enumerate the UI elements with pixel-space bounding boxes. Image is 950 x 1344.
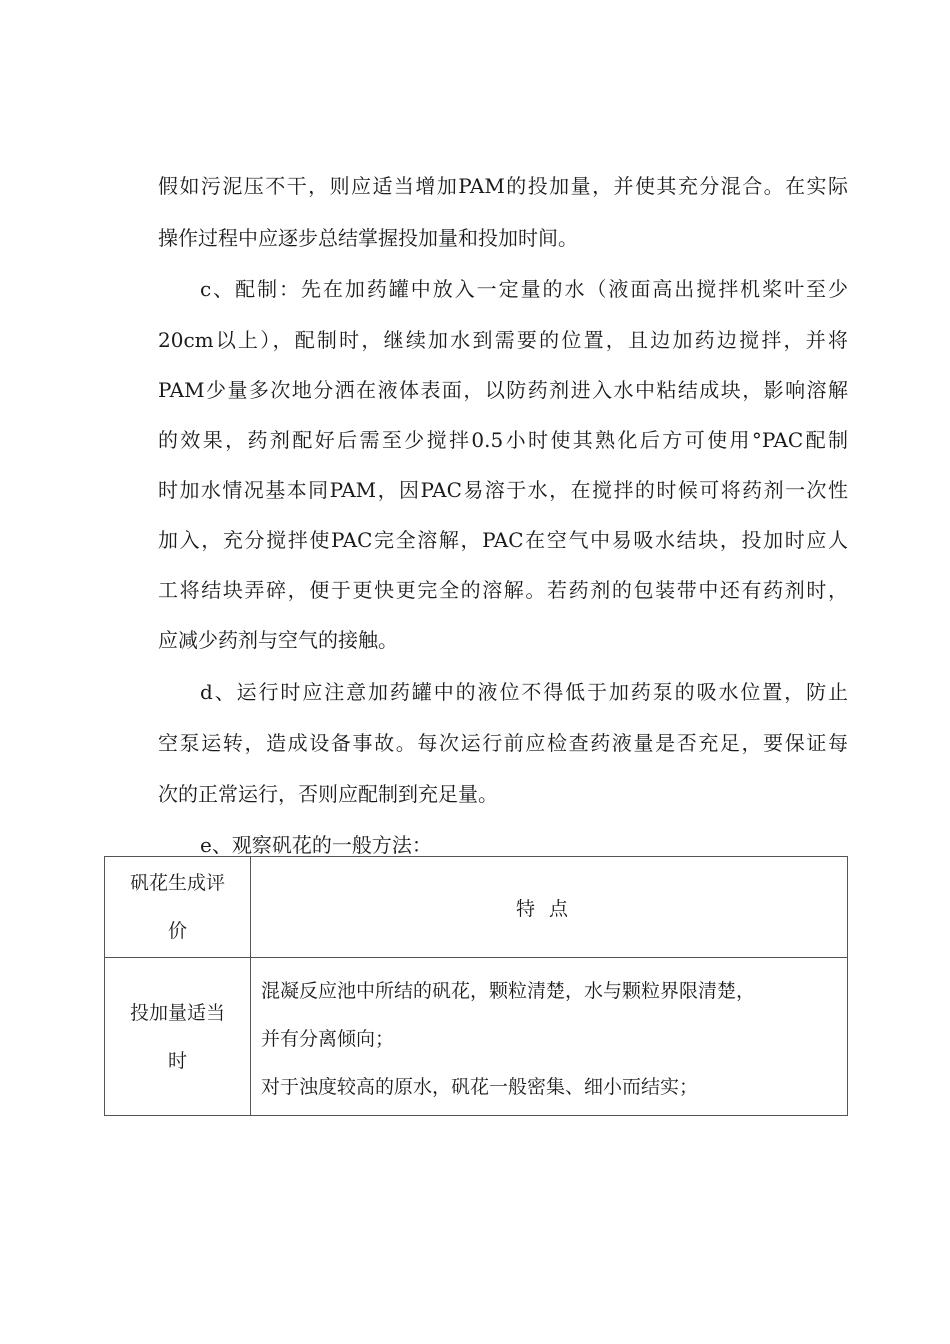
- row-1-evaluation-line-2: 时: [167, 1049, 187, 1072]
- table-header-row: [105, 857, 848, 958]
- row-1-characteristics-line-1: 混凝反应池中所结的矾花，颗粒清楚，水与颗粒界限清楚，: [261, 979, 756, 1002]
- paragraph-4-line-1: e、观察矾花的一般方法：: [200, 833, 432, 857]
- paragraph-2-line-7: 工将结块弄碎，便于更快更完全的溶解。若药剂的包装带中还有药剂时，: [158, 578, 848, 602]
- paragraph-2-line-1: c、配制：先在加药罐中放入一定量的水（液面高出搅拌机桨叶至少: [200, 277, 848, 301]
- paragraph-2-line-3: PAM少量多次地分洒在液体表面，以防药剂进入水中粘结成块，影响溶解: [158, 378, 848, 402]
- floc-observation-table: [104, 856, 848, 1116]
- table-row: [105, 958, 848, 1116]
- paragraph-3-line-1: d、运行时应注意加药罐中的液位不得低于加药泵的吸水位置，防止: [200, 680, 848, 704]
- header-evaluation-line-1: 矾花生成评: [129, 872, 225, 894]
- row-1-characteristics-line-2: 并有分离倾向；: [261, 1027, 395, 1050]
- paragraph-1-line-2: 操作过程中应逐步总结掌握投加量和投加时间。: [158, 226, 578, 250]
- row-1-characteristics-line-3: 对于浊度较高的原水，矾花一般密集、细小而结实；: [261, 1075, 699, 1098]
- row-1-evaluation-line-1: 投加量适当: [129, 1001, 225, 1024]
- paragraph-3-line-2: 空泵运转，造成设备事故。每次运行前应检查药液量是否充足，要保证每: [158, 731, 848, 755]
- paragraph-2-line-2: 20cm以上），配制时，继续加水到需要的位置，且边加药边搅拌，并将: [158, 328, 848, 352]
- row-1-evaluation-cell: [105, 958, 251, 1116]
- paragraph-2-line-6: 加入，充分搅拌使PAC完全溶解，PAC在空气中易吸水结块，投加时应人: [158, 528, 848, 552]
- header-cell-characteristics: [251, 857, 848, 958]
- header-cell-evaluation: [105, 857, 251, 958]
- row-1-characteristics-cell: [251, 958, 848, 1116]
- paragraph-3-line-3: 次的正常运行，否则应配制到充足量。: [158, 782, 498, 806]
- header-evaluation-line-2: 价: [167, 920, 187, 942]
- paragraph-2-line-4: 的效果，药剂配好后需至少搅拌0.5小时使其熟化后方可使用°PAC配制: [158, 428, 848, 452]
- paragraph-2-line-8: 应减少药剂与空气的接触。: [158, 628, 398, 652]
- paragraph-1-line-1: 假如污泥压不干，则应适当增加PAM的投加量，并使其充分混合。在实际: [158, 174, 848, 198]
- header-characteristics-label: 特点: [515, 897, 582, 920]
- paragraph-2-line-5: 时加水情况基本同PAM，因PAC易溶于水，在搅拌的时候可将药剂一次性: [158, 478, 848, 502]
